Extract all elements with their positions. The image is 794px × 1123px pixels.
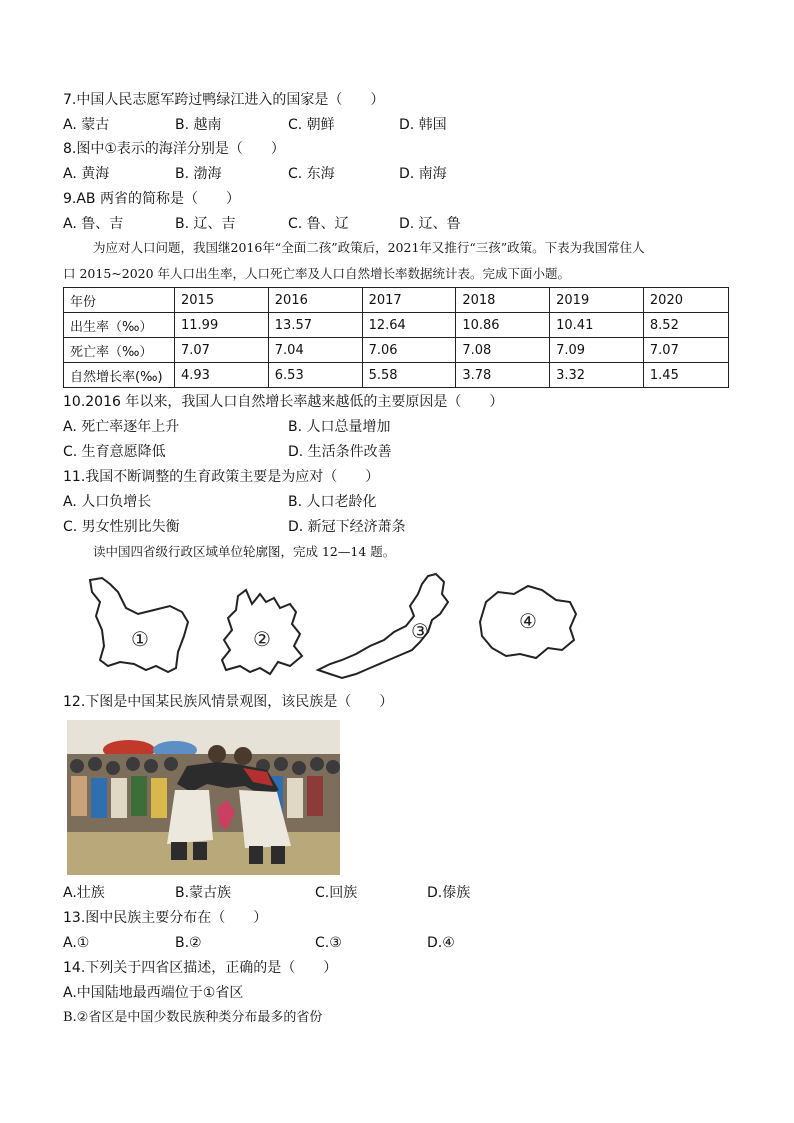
q10-option-d[interactable]: D. 生活条件改善 — [288, 444, 392, 460]
table-header-cell: 2019 — [550, 288, 644, 313]
map-label-3: ③ — [411, 619, 429, 643]
question-13-options — [63, 933, 663, 953]
q10-option-c[interactable]: C. 生育意愿降低 — [63, 444, 166, 460]
q11-option-c[interactable]: C. 男女性别比失衡 — [63, 519, 180, 535]
question-7-stem: 7.中国人民志愿军跨过鸭绿江进入的国家是（ ） — [63, 92, 385, 108]
q11-option-a[interactable]: A. 人口负增长 — [63, 494, 152, 510]
table-cell: 7.04 — [268, 338, 362, 363]
q12-option-c[interactable]: C.回族 — [315, 885, 358, 901]
q8-option-a[interactable]: A. 黄海 — [63, 166, 110, 182]
map-label-1: ① — [131, 627, 149, 651]
table-cell: 10.41 — [550, 313, 644, 338]
table-cell: 7.06 — [362, 338, 456, 363]
q13-option-a[interactable]: A.① — [63, 935, 90, 951]
q14-option-b[interactable]: B.②省区是中国少数民族种类分布最多的省份 — [63, 1010, 323, 1025]
table-cell: 6.53 — [268, 363, 362, 388]
q13-option-b[interactable]: B.② — [175, 935, 202, 951]
ethnic-scene-photo — [67, 720, 340, 875]
question-10-options — [63, 417, 663, 437]
province-outline-3 — [318, 574, 448, 678]
question-11-options — [63, 492, 663, 512]
question-9-options — [63, 214, 663, 234]
question-8-stem: 8.图中①表示的海洋分别是（ ） — [63, 141, 285, 157]
q13-option-d[interactable]: D.④ — [427, 935, 455, 951]
question-12-options — [63, 883, 663, 903]
table-cell: 11.99 — [175, 313, 269, 338]
table-cell: 13.57 — [268, 313, 362, 338]
q9-option-c[interactable]: C. 鲁、辽 — [288, 216, 349, 232]
q8-option-b[interactable]: B. 渤海 — [175, 166, 222, 182]
table-header-cell: 2018 — [456, 288, 550, 313]
question-11-stem: 11.我国不断调整的生育政策主要是为应对（ ） — [63, 469, 380, 485]
wrestling-scene-illustration — [67, 720, 340, 875]
table-cell: 7.07 — [175, 338, 269, 363]
q11-option-b[interactable]: B. 人口老龄化 — [288, 494, 377, 510]
q12-option-d[interactable]: D.傣族 — [427, 885, 471, 901]
question-8-options — [63, 164, 663, 184]
table-cell: 7.08 — [456, 338, 550, 363]
table-cell: 12.64 — [362, 313, 456, 338]
province-outline-maps — [80, 570, 590, 690]
table-cell: 10.86 — [456, 313, 550, 338]
table-header-row — [64, 288, 729, 313]
table-row — [64, 338, 729, 363]
q12-option-b[interactable]: B.蒙古族 — [175, 885, 232, 901]
q12-option-a[interactable]: A.壮族 — [63, 885, 105, 901]
q13-option-c[interactable]: C.③ — [315, 935, 342, 951]
province-outline-2 — [222, 590, 302, 674]
question-11-options-row-2 — [63, 517, 663, 537]
intro-paragraph-line-1: 为应对人口问题，我国继2016年“全面二孩”政策后，2021年又推行“三孩”政策。下表为我国常住人 — [93, 240, 645, 255]
q8-option-d[interactable]: D. 南海 — [399, 166, 447, 182]
province-outline-1 — [90, 578, 188, 672]
q7-option-a[interactable]: A. 蒙古 — [63, 117, 110, 133]
q10-option-a[interactable]: A. 死亡率逐年上升 — [63, 419, 180, 435]
q11-option-d[interactable]: D. 新冠下经济萧条 — [288, 519, 406, 535]
q9-option-a[interactable]: A. 鲁、吉 — [63, 216, 124, 232]
q14-option-a[interactable]: A.中国陆地最西端位于①省区 — [63, 985, 244, 1001]
table-header-cell: 2017 — [362, 288, 456, 313]
question-7-options — [63, 115, 663, 135]
q9-option-b[interactable]: B. 辽、吉 — [175, 216, 236, 232]
question-12-stem: 12.下图是中国某民族风情景观图，该民族是（ ） — [63, 694, 394, 710]
q7-option-d[interactable]: D. 韩国 — [399, 117, 447, 133]
table-cell: 4.93 — [175, 363, 269, 388]
table-row-label: 死亡率（‰） — [64, 338, 175, 363]
province-outline-4 — [480, 586, 576, 658]
question-10-stem: 10.2016 年以来，我国人口自然增长率越来越低的主要原因是（ ） — [63, 394, 504, 410]
table-header-cell: 2016 — [268, 288, 362, 313]
question-10-options-row-2 — [63, 442, 663, 462]
map-label-4: ④ — [519, 609, 537, 633]
question-9-stem: 9.AB 两省的简称是（ ） — [63, 191, 240, 207]
table-cell: 1.45 — [643, 363, 728, 388]
table-row-label: 自然增长率(‰) — [64, 363, 175, 388]
table-cell: 8.52 — [643, 313, 728, 338]
table-cell: 7.09 — [550, 338, 644, 363]
intro-paragraph-line-2: 口 2015~2020 年人口出生率，人口死亡率及人口自然增长率数据统计表。完成下面小题。 — [63, 266, 571, 281]
table-row — [64, 313, 729, 338]
q9-option-d[interactable]: D. 辽、鲁 — [399, 216, 461, 232]
table-cell: 3.32 — [550, 363, 644, 388]
table-cell: 5.58 — [362, 363, 456, 388]
table-cell: 3.78 — [456, 363, 550, 388]
q7-option-b[interactable]: B. 越南 — [175, 117, 222, 133]
q7-option-c[interactable]: C. 朝鲜 — [288, 117, 335, 133]
table-row — [64, 363, 729, 388]
population-rate-table — [63, 287, 729, 388]
map-intro-text: 读中国四省级行政区域单位轮廓图，完成 12—14 题。 — [93, 544, 396, 559]
question-14-stem: 14.下列关于四省区描述，正确的是（ ） — [63, 960, 338, 976]
table-cell: 7.07 — [643, 338, 728, 363]
table-header-cell: 年份 — [64, 288, 175, 313]
question-13-stem: 13.图中民族主要分布在（ ） — [63, 910, 268, 926]
map-label-2: ② — [253, 627, 271, 651]
q10-option-b[interactable]: B. 人口总量增加 — [288, 419, 391, 435]
table-header-cell: 2020 — [643, 288, 728, 313]
table-header-cell: 2015 — [175, 288, 269, 313]
q8-option-c[interactable]: C. 东海 — [288, 166, 335, 182]
table-row-label: 出生率（‰） — [64, 313, 175, 338]
